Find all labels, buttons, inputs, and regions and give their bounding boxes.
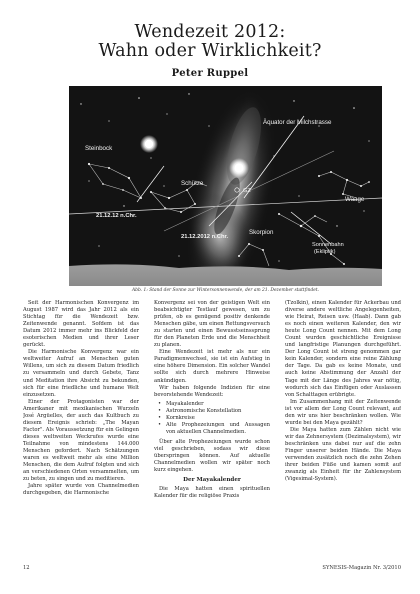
label-sonnenbahn-1: Sonnenbahn [312,242,344,248]
paragraph: Jahre später wurde von Channelmedien durchgegeben, die Harmonische [23,483,139,497]
label-gz: GZ [243,188,251,194]
label-schuetze: Schütze [181,180,204,187]
magazine-issue: SYNESIS-Magazin Nr. 3/2010 [322,565,401,571]
label-waage: Waage [345,196,365,203]
paragraph: Einer der Protagonisten war der Amerikaner mit mexikanischen Wurzeln José Argüelles, der auch das Kultbuch zu diesem Ereignis schrieb: „The Mayan Factor". Als Voraussetzung für ein Gelingen dieses weltweiten Weckrufes wurde eine Teilnahme von mindestens 144.000 Menschen gefordert. Nach Schätzungen waren es weltweit mehr als eine Million Menschen, die dem Aufruf folgten und sich an verschiedenen Orten versammelten, um zu beten, zu singen und zu meditieren. [23,398,139,483]
figure-caption: Abb. 1: Stand der Sonne zur Wintersonnenwende, der am 21. Dezember stattfindet. [131,288,320,293]
list-item: • Mayakalender [158,401,270,408]
sun-left [145,140,153,148]
paragraph: Über alte Prophezeiungen wurde schon viel geschrieben, sodass wir diese überspringen können. Auf aktuelle Channelmedien wollen wir später noch kurz eingehen. [154,438,270,474]
list-item: • Astronomische Konstellation [158,408,270,415]
star-map-figure [69,86,382,286]
article-body [23,300,401,562]
label-aequator: Äquator der Milchstrasse [263,119,332,126]
star-map-svg [69,86,382,286]
column-2 [154,300,270,562]
paragraph: Seit der Harmonischen Konvergenz im August 1987 wird das Jahr 2012 als ein Stichtag für die Wendezeit bzw. Zeitenwende genannt. Sofdem ist das Datum 2012 immer mehr ins Blickfeld der esoterischen Medien und ihrer Leser gerückt. [23,300,139,349]
title-line-1: Wendezeit 2012: [134,22,286,42]
paragraph: Die Maya hatten einen spirituellen Kalender für die religiöse Praxis [154,486,270,500]
paragraph: (Tzolkin), einen Kalender für Ackerbau und diverse andere weltliche Angelegenheiten, wie Heirat, Reisen usw. (Haab). Dann gab es noch einen weiteren Kalender, den wir heute Long Count nennen. Mit dem Long Count wurden geschichtliche Ereignisse und langfristige Planungen durchgeführt. Der Long Count ist streng genommen gar kein Kalender, sondern eine reine Zählung der Tage. Da gab es keine Monate, und auch keine Abstimmung der Anzahl der Tage mit der Länge des Jahres war nötig, wodurch sich das Einfügen oder Auslassen von Schalttagen erübrigte. [285,300,401,398]
indicator-list [158,401,270,436]
label-sonnenbahn-2: (Ekliptik) [314,249,336,255]
paragraph: Die Maya hatten zum Zählen nicht wie wir das Zehnersystem (Dezimalsystem), wir beschränken uns dabei nur auf die zehn Finger unserer beiden Hände. Die Maya verwenden zusätzlich noch die zehn Zehen ihrer beiden Füße und kamen somit auf zwanzig als Einheit für ihr Zahlensystem (Vigesimal-System). [285,426,401,483]
title-line-2: Wahn oder Wirklichkeit? [98,41,322,61]
list-item: • Alte Prophezeiungen und Aussagen von aktuellen Channelmedien. [158,422,270,436]
paragraph: Im Zusammenhang mit der Zeitenwende ist vor allem der Long Count relevant, auf den wir uns hier beschränken wollen. Wie wurde bei den Maya gezählt? [285,398,401,426]
label-date-1: 21.12.12 n.Chr. [96,213,137,219]
article-author: Peter Ruppel [171,68,249,79]
list-item: • Kornkreise [158,415,270,422]
page-number: 12 [23,565,30,571]
label-steinbock: Steinbock [85,145,113,152]
label-skorpion: Skorpion [249,229,274,236]
paragraph: Die Harmonische Konvergenz war ein weltweiter Aufruf an Menschen guten Willens, um sich zu diesem Datum friedlich zu versammeln und durch Gebete, Tanz und Meditation ihre Absicht zu bekunden, sich für eine friedliche und humane Welt einzusetzen. [23,349,139,398]
paragraph: Wir haben folgende Indizien für eine bevorstehende Wendezeit: [154,384,270,398]
column-1 [23,300,139,562]
paragraph: Eine Wendezeit ist mehr als nur ein Paradigmenwechsel, sie ist ein Aufstieg in eine höhere Dimension. Ein solcher Wandel sollte sich durch mehrere Hinweise ankündigen. [154,349,270,384]
sun-center [234,163,243,172]
column-3 [285,300,401,562]
article-title [0,23,420,61]
section-heading: Der Mayakalender [183,477,241,484]
label-date-2: 21.12.2012 n.Chr. [181,234,229,240]
paragraph: Konvergenz sei von der geistigen Welt ein beabsichtigter Testlauf gewesen, um zu prüfen, ob es genügend positiv denkende Menschen gäbe, um einen Rettungsversuch zu starten und einen Bewusstseinssprung für den Planeten Erde und die Menschheit zu planen. [154,300,270,349]
